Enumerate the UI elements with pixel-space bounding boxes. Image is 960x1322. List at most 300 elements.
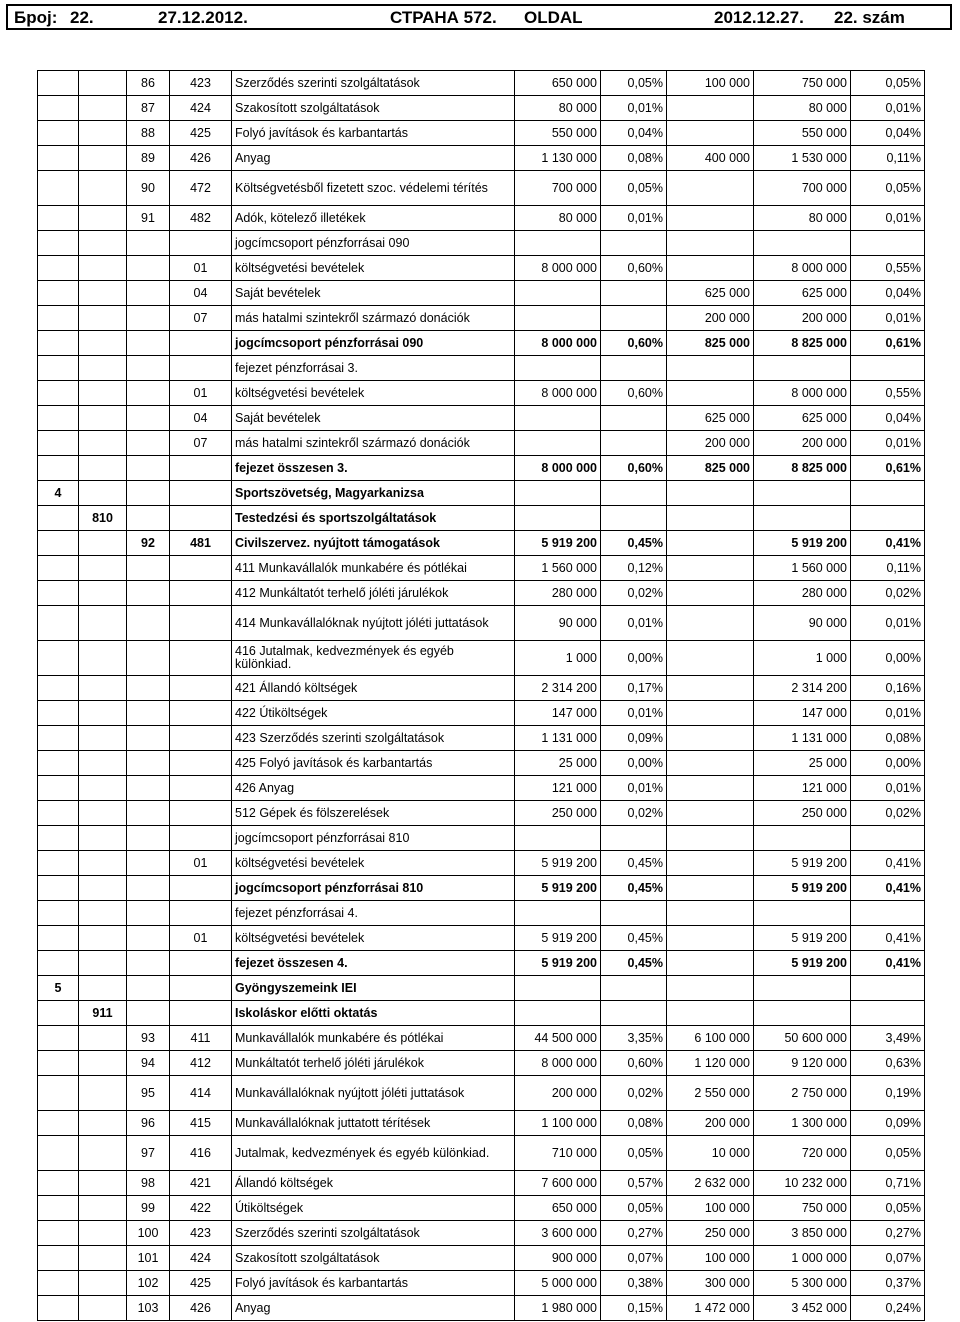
function-cell [79,1196,127,1221]
row-number-cell [127,876,170,901]
description-cell: Civilszervez. nyújtott támogatások [232,531,515,556]
total-amount-cell: 8 000 000 [754,381,851,406]
economic-code-cell: 422 [170,1196,232,1221]
amount-cell: 147 000 [515,701,601,726]
chapter-cell [38,701,79,726]
function-cell [79,1221,127,1246]
amount-cell: 8 000 000 [515,1051,601,1076]
percent-cell: 0,02% [601,1076,667,1111]
total-amount-cell: 80 000 [754,206,851,231]
own-amount-cell [667,901,754,926]
total-amount-cell: 25 000 [754,751,851,776]
amount-cell [515,976,601,1001]
total-percent-cell: 0,41% [851,851,925,876]
percent-cell: 0,45% [601,531,667,556]
function-cell [79,406,127,431]
table-row [38,206,925,231]
economic-code-cell [170,951,232,976]
amount-cell: 25 000 [515,751,601,776]
own-amount-cell [667,951,754,976]
table-row [38,1171,925,1196]
row-number-cell: 90 [127,171,170,206]
row-number-cell [127,926,170,951]
function-cell [79,581,127,606]
chapter-cell [38,381,79,406]
chapter-cell [38,1026,79,1051]
own-amount-cell: 625 000 [667,406,754,431]
description-cell: fejezet összesen 3. [232,456,515,481]
table-row [38,751,925,776]
own-amount-cell [667,976,754,1001]
percent-cell: 0,60% [601,331,667,356]
chapter-cell [38,431,79,456]
own-amount-cell: 825 000 [667,331,754,356]
percent-cell [601,356,667,381]
function-cell [79,206,127,231]
amount-cell: 8 000 000 [515,256,601,281]
economic-code-cell [170,876,232,901]
table-row [38,1076,925,1111]
percent-cell [601,231,667,256]
amount-cell: 121 000 [515,776,601,801]
economic-code-cell [170,726,232,751]
description-cell: fejezet pénzforrásai 4. [232,901,515,926]
chapter-cell [38,506,79,531]
total-percent-cell: 0,01% [851,96,925,121]
table-row [38,481,925,506]
economic-code-cell: 416 [170,1136,232,1171]
row-number-cell [127,381,170,406]
description-cell: Folyó javítások és karbantartás [232,1271,515,1296]
function-cell: 911 [79,1001,127,1026]
percent-cell: 0,05% [601,1196,667,1221]
function-cell [79,96,127,121]
function-cell [79,356,127,381]
row-number-cell: 101 [127,1246,170,1271]
amount-cell: 5 919 200 [515,876,601,901]
total-amount-cell: 750 000 [754,1196,851,1221]
chapter-cell [38,751,79,776]
own-amount-cell [667,641,754,676]
table-row [38,406,925,431]
function-cell [79,556,127,581]
own-amount-cell: 825 000 [667,456,754,481]
chapter-cell [38,231,79,256]
amount-cell: 8 000 000 [515,381,601,406]
total-percent-cell: 0,41% [851,951,925,976]
description-cell: 425 Folyó javítások és karbantartás [232,751,515,776]
economic-code-cell: 421 [170,1171,232,1196]
description-cell: Állandó költségek [232,1171,515,1196]
total-amount-cell: 1 000 000 [754,1246,851,1271]
total-amount-cell: 80 000 [754,96,851,121]
total-amount-cell: 8 825 000 [754,331,851,356]
row-number-cell: 94 [127,1051,170,1076]
amount-cell: 5 000 000 [515,1271,601,1296]
economic-code-cell: 411 [170,1026,232,1051]
row-number-cell: 100 [127,1221,170,1246]
total-amount-cell [754,1001,851,1026]
description-cell: költségvetési bevételek [232,256,515,281]
own-amount-cell: 200 000 [667,1111,754,1136]
table-row [38,121,925,146]
percent-cell: 0,01% [601,206,667,231]
amount-cell [515,431,601,456]
total-amount-cell: 1 000 [754,641,851,676]
sr-number-label: Број: [14,8,58,27]
total-percent-cell: 0,01% [851,306,925,331]
chapter-cell [38,1111,79,1136]
table-row [38,456,925,481]
amount-cell: 5 919 200 [515,851,601,876]
percent-cell: 0,02% [601,801,667,826]
function-cell [79,146,127,171]
function-cell [79,1296,127,1321]
total-amount-cell: 1 560 000 [754,556,851,581]
total-amount-cell: 8 000 000 [754,256,851,281]
percent-cell: 0,08% [601,1111,667,1136]
economic-code-cell [170,701,232,726]
total-amount-cell: 200 000 [754,431,851,456]
own-amount-cell: 300 000 [667,1271,754,1296]
chapter-cell [38,281,79,306]
economic-code-cell [170,331,232,356]
function-cell [79,1246,127,1271]
amount-cell [515,506,601,531]
description-cell: 512 Gépek és fölszerelések [232,801,515,826]
row-number-cell [127,826,170,851]
chapter-cell [38,71,79,96]
row-number-cell: 86 [127,71,170,96]
own-amount-cell: 6 100 000 [667,1026,754,1051]
own-amount-cell: 100 000 [667,1246,754,1271]
description-cell: Saját bevételek [232,281,515,306]
table-row [38,531,925,556]
economic-code-cell [170,976,232,1001]
total-amount-cell: 8 825 000 [754,456,851,481]
own-amount-cell [667,701,754,726]
function-cell [79,726,127,751]
chapter-cell [38,951,79,976]
row-number-cell [127,726,170,751]
total-amount-cell [754,231,851,256]
percent-cell: 0,08% [601,146,667,171]
own-amount-cell [667,171,754,206]
table-row [38,96,925,121]
total-percent-cell [851,826,925,851]
total-percent-cell: 0,04% [851,406,925,431]
row-number-cell [127,281,170,306]
chapter-cell [38,1246,79,1271]
function-cell [79,826,127,851]
economic-code-cell [170,801,232,826]
description-cell: 411 Munkavállalók munkabére és pótlékai [232,556,515,581]
own-amount-cell [667,206,754,231]
total-percent-cell: 0,04% [851,281,925,306]
description-cell: Munkavállalók munkabére és pótlékai [232,1026,515,1051]
row-number-cell [127,976,170,1001]
table-row [38,1136,925,1171]
chapter-cell [38,851,79,876]
total-percent-cell: 0,00% [851,751,925,776]
amount-cell [515,306,601,331]
total-percent-cell: 0,63% [851,1051,925,1076]
total-percent-cell: 0,61% [851,331,925,356]
chapter-cell [38,206,79,231]
total-amount-cell: 90 000 [754,606,851,641]
chapter-cell [38,306,79,331]
total-amount-cell: 9 120 000 [754,1051,851,1076]
total-percent-cell: 0,61% [851,456,925,481]
row-number-cell [127,801,170,826]
table-row [38,1246,925,1271]
economic-code-cell: 472 [170,171,232,206]
amount-cell [515,406,601,431]
total-amount-cell: 750 000 [754,71,851,96]
percent-cell [601,506,667,531]
total-percent-cell: 0,02% [851,581,925,606]
amount-cell [515,231,601,256]
row-number-cell [127,256,170,281]
amount-cell: 7 600 000 [515,1171,601,1196]
table-row [38,281,925,306]
description-cell: Folyó javítások és karbantartás [232,121,515,146]
description-cell: fejezet pénzforrásai 3. [232,356,515,381]
amount-cell [515,901,601,926]
chapter-cell [38,876,79,901]
total-percent-cell: 0,01% [851,206,925,231]
economic-code-cell [170,676,232,701]
table-row [38,1221,925,1246]
percent-cell [601,306,667,331]
chapter-cell [38,121,79,146]
total-percent-cell: 0,37% [851,1271,925,1296]
total-amount-cell: 2 314 200 [754,676,851,701]
own-amount-cell [667,581,754,606]
own-amount-cell [667,121,754,146]
economic-code-cell: 423 [170,71,232,96]
chapter-cell [38,581,79,606]
total-amount-cell [754,976,851,1001]
table-row [38,901,925,926]
total-percent-cell: 0,02% [851,801,925,826]
function-cell [79,701,127,726]
total-percent-cell: 0,01% [851,776,925,801]
total-percent-cell: 0,07% [851,1246,925,1271]
total-amount-cell: 625 000 [754,281,851,306]
description-cell: Testedzési és sportszolgáltatások [232,506,515,531]
own-amount-cell [667,676,754,701]
percent-cell: 0,09% [601,726,667,751]
table-row [38,926,925,951]
chapter-cell [38,726,79,751]
total-percent-cell: 0,05% [851,171,925,206]
chapter-cell [38,1001,79,1026]
percent-cell [601,481,667,506]
total-amount-cell: 5 919 200 [754,876,851,901]
total-amount-cell: 5 919 200 [754,951,851,976]
function-cell: 810 [79,506,127,531]
economic-code-cell: 07 [170,431,232,456]
economic-code-cell: 01 [170,256,232,281]
description-cell: jogcímcsoport pénzforrásai 090 [232,231,515,256]
total-amount-cell: 147 000 [754,701,851,726]
table-row [38,231,925,256]
total-percent-cell: 0,11% [851,146,925,171]
description-cell: Költségvetésből fizetett szoc. védelemi térítés [232,171,515,206]
own-amount-cell [667,96,754,121]
own-amount-cell [667,926,754,951]
economic-code-cell: 424 [170,96,232,121]
own-amount-cell: 200 000 [667,431,754,456]
chapter-cell [38,1051,79,1076]
function-cell [79,641,127,676]
table-row [38,356,925,381]
table-row [38,951,925,976]
row-number-cell [127,481,170,506]
economic-code-cell [170,481,232,506]
table-row [38,701,925,726]
amount-cell: 44 500 000 [515,1026,601,1051]
budget-table [37,70,925,1321]
chapter-cell [38,1076,79,1111]
economic-code-cell: 04 [170,281,232,306]
economic-code-cell: 481 [170,531,232,556]
table-row [38,641,925,676]
description-cell: más hatalmi szintekről származó donációk [232,306,515,331]
total-percent-cell: 0,24% [851,1296,925,1321]
total-percent-cell: 0,05% [851,1196,925,1221]
total-percent-cell [851,976,925,1001]
description-cell: Szakosított szolgáltatások [232,1246,515,1271]
table-row [38,381,925,406]
row-number-cell: 92 [127,531,170,556]
amount-cell: 650 000 [515,71,601,96]
function-cell [79,751,127,776]
row-number-cell: 89 [127,146,170,171]
total-amount-cell: 1 300 000 [754,1111,851,1136]
hu-page-label: OLDAL [524,8,583,27]
economic-code-cell [170,556,232,581]
description-cell: Szerződés szerinti szolgáltatások [232,71,515,96]
total-percent-cell [851,231,925,256]
table-row [38,1051,925,1076]
row-number-cell: 96 [127,1111,170,1136]
amount-cell: 1 100 000 [515,1111,601,1136]
table-row [38,171,925,206]
own-amount-cell [667,1001,754,1026]
chapter-cell [38,901,79,926]
economic-code-cell: 414 [170,1076,232,1111]
total-percent-cell: 3,49% [851,1026,925,1051]
amount-cell: 8 000 000 [515,331,601,356]
economic-code-cell: 425 [170,121,232,146]
function-cell [79,676,127,701]
total-percent-cell: 0,05% [851,71,925,96]
total-amount-cell: 5 919 200 [754,531,851,556]
chapter-cell [38,1136,79,1171]
table-row [38,1111,925,1136]
percent-cell: 0,57% [601,1171,667,1196]
total-amount-cell: 10 232 000 [754,1171,851,1196]
amount-cell: 550 000 [515,121,601,146]
economic-code-cell: 425 [170,1271,232,1296]
row-number-cell [127,306,170,331]
amount-cell [515,481,601,506]
table-row [38,256,925,281]
function-cell [79,456,127,481]
row-number-cell [127,901,170,926]
chapter-cell [38,801,79,826]
total-percent-cell: 0,55% [851,381,925,406]
amount-cell: 90 000 [515,606,601,641]
total-percent-cell: 0,01% [851,701,925,726]
table-row [38,431,925,456]
description-cell: Munkavállalóknak nyújtott jóléti juttatások [232,1076,515,1111]
own-amount-cell: 400 000 [667,146,754,171]
row-number-cell [127,456,170,481]
function-cell [79,381,127,406]
function-cell [79,876,127,901]
chapter-cell: 5 [38,976,79,1001]
description-cell: Anyag [232,146,515,171]
function-cell [79,1076,127,1111]
description-cell: jogcímcsoport pénzforrásai 810 [232,826,515,851]
percent-cell: 0,01% [601,606,667,641]
percent-cell: 0,27% [601,1221,667,1246]
row-number-cell: 95 [127,1076,170,1111]
function-cell [79,976,127,1001]
total-percent-cell: 0,01% [851,431,925,456]
own-amount-cell [667,381,754,406]
own-amount-cell: 200 000 [667,306,754,331]
row-number-cell [127,581,170,606]
description-cell: Gyöngyszemeink IEI [232,976,515,1001]
page-header [6,4,952,30]
table-row [38,776,925,801]
amount-cell [515,281,601,306]
row-number-cell [127,1001,170,1026]
own-amount-cell [667,481,754,506]
sr-issue-number: 22. [70,8,94,27]
chapter-cell [38,331,79,356]
description-cell: Munkáltatót terhelő jóléti járulékok [232,1051,515,1076]
percent-cell: 0,60% [601,456,667,481]
amount-cell: 250 000 [515,801,601,826]
percent-cell: 0,00% [601,751,667,776]
hu-date: 2012.12.27. [714,8,804,27]
economic-code-cell [170,826,232,851]
description-cell: Sportszövetség, Magyarkanizsa [232,481,515,506]
function-cell [79,71,127,96]
total-amount-cell: 1 131 000 [754,726,851,751]
table-row [38,1026,925,1051]
economic-code-cell [170,606,232,641]
chapter-cell [38,776,79,801]
economic-code-cell [170,776,232,801]
description-cell: Saját bevételek [232,406,515,431]
total-amount-cell: 550 000 [754,121,851,146]
percent-cell: 0,05% [601,71,667,96]
amount-cell [515,1001,601,1026]
function-cell [79,1136,127,1171]
total-percent-cell: 0,41% [851,531,925,556]
percent-cell [601,406,667,431]
description-cell: Szakosított szolgáltatások [232,96,515,121]
function-cell [79,851,127,876]
function-cell [79,1026,127,1051]
total-amount-cell: 200 000 [754,306,851,331]
